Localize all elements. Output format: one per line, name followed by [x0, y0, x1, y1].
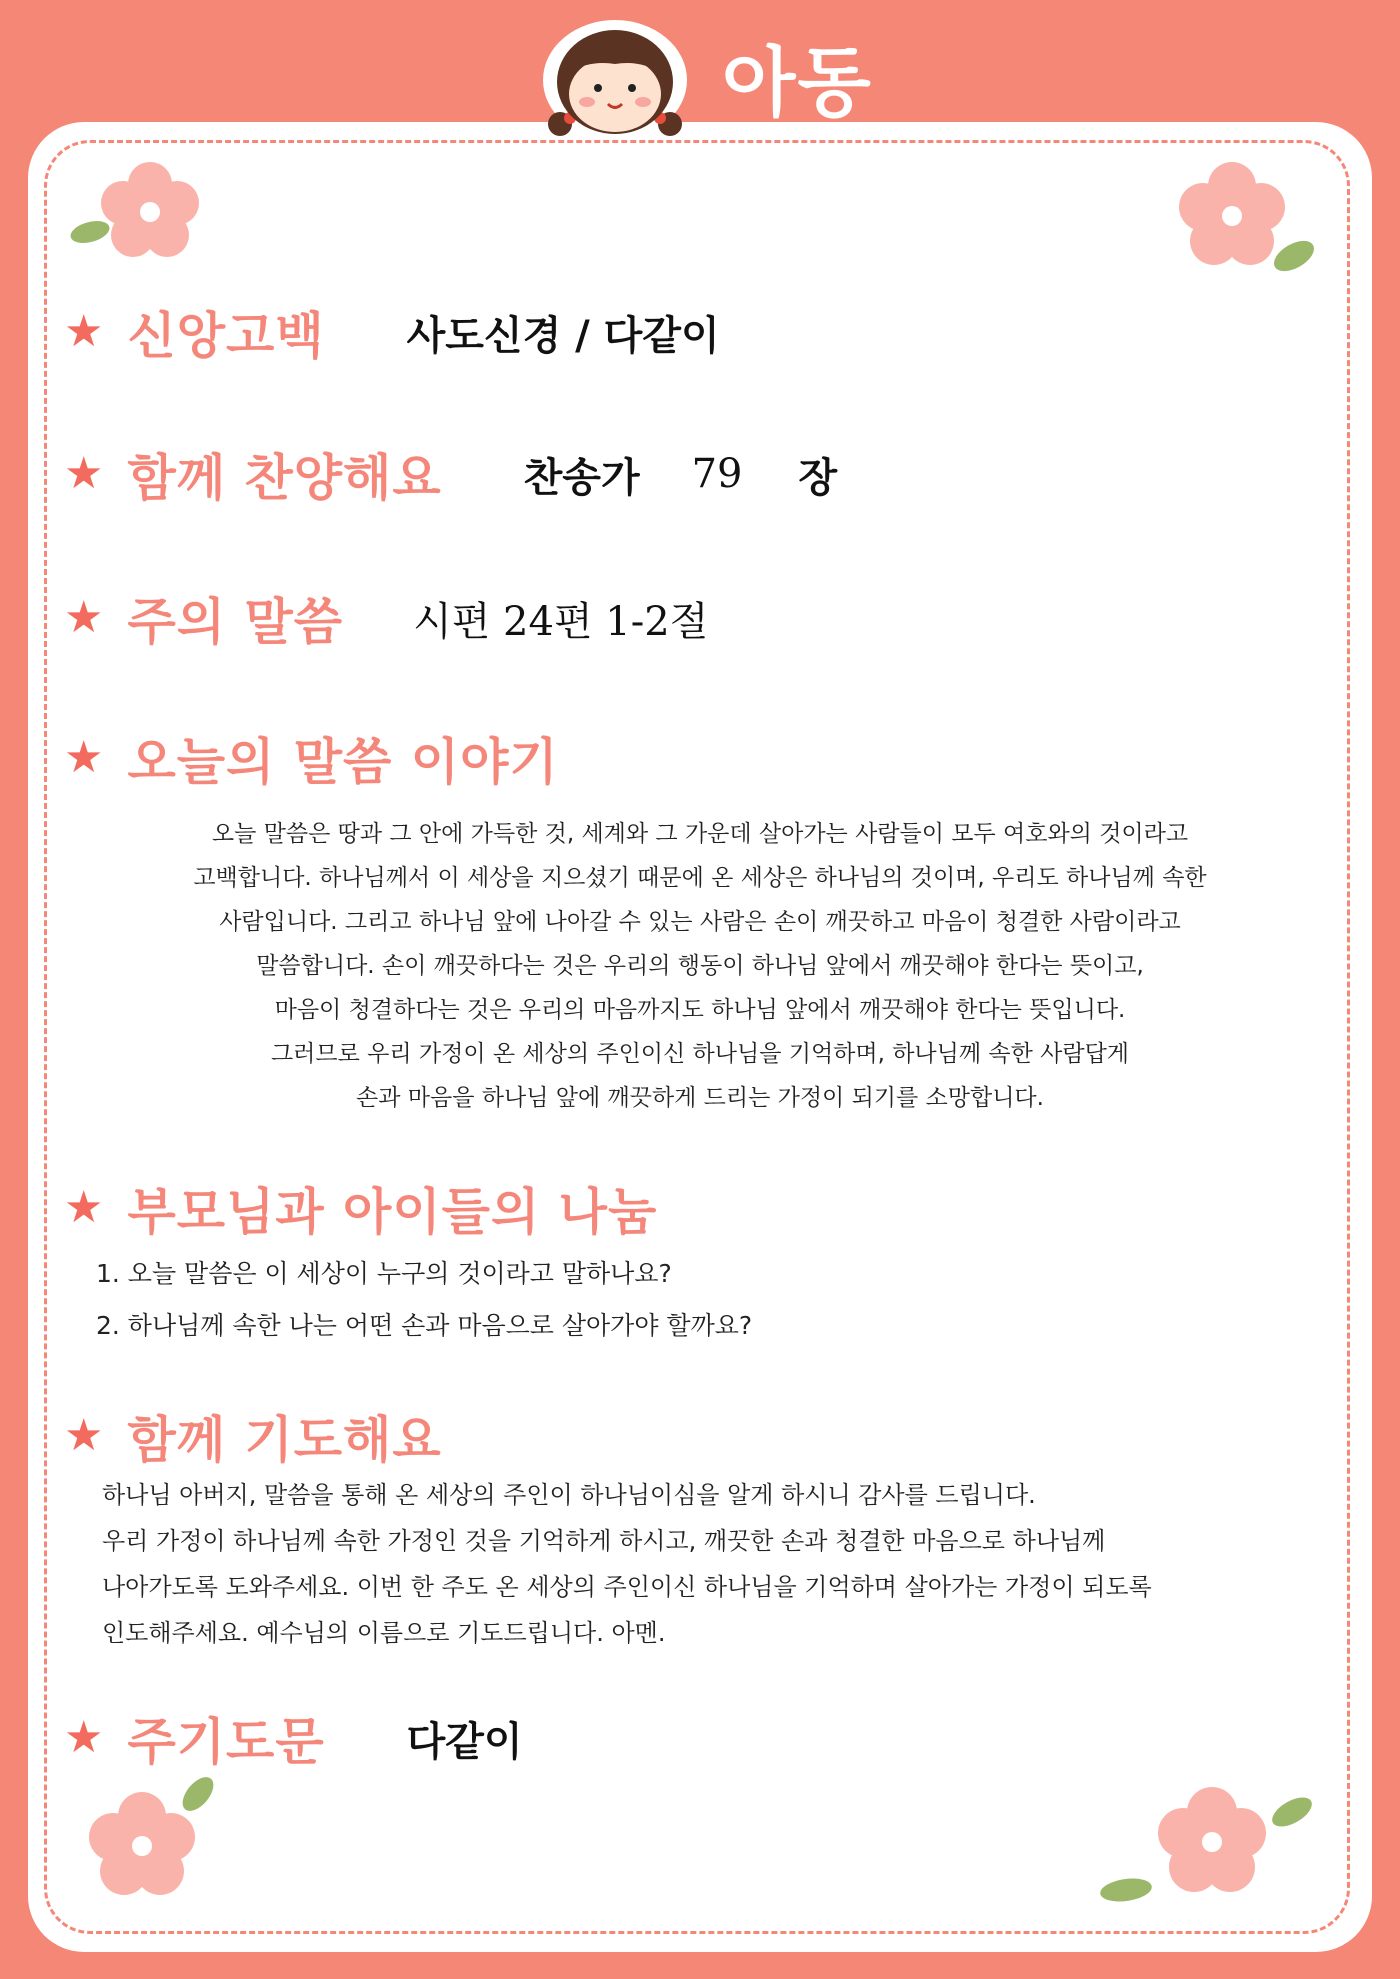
section-title: 함께 찬양해요: [127, 449, 442, 507]
story-line: 마음이 청결하다는 것은 우리의 마음까지도 하나님 앞에서 깨끗해야 한다는 뜻입니다.: [274, 997, 1126, 1023]
flower-icon: [1096, 1780, 1316, 1910]
story-line: 그러므로 우리 가정이 온 세상의 주인이신 하나님을 기억하며, 하나님께 속한 사람답게: [270, 1041, 1130, 1067]
section-value: 다같이: [406, 1718, 523, 1765]
story-line: 말씀합니다. 손이 깨끗하다는 것은 우리의 행동이 하나님 앞에서 깨끗해야 한다는 뜻이고,: [256, 953, 1144, 979]
flower-icon: [80, 1770, 230, 1900]
hymn-prefix: 찬송가: [523, 454, 640, 501]
header-title: 아동: [722, 38, 873, 127]
story-line: 손과 마음을 하나님 앞에 깨끗하게 드리는 가정이 되기를 소망합니다.: [356, 1085, 1044, 1111]
section-value: 사도신경 / 다같이: [406, 312, 720, 359]
flower-icon: [66, 160, 206, 270]
hymn-suffix: 장: [798, 454, 838, 501]
star-icon: ★: [64, 592, 104, 643]
prayer-line: 나아가도록 도와주세요. 이번 한 주도 온 세상의 주인이신 하나님을 기억하며 살아가는 가정이 되도록: [102, 1573, 1152, 1601]
question-item: 1. 오늘 말씀은 이 세상이 누구의 것이라고 말하나요?: [96, 1259, 672, 1288]
story-line: 사람입니다. 그리고 하나님 앞에 나아갈 수 있는 사람은 손이 깨끗하고 마음이 청결한 사람이라고: [219, 909, 1181, 935]
prayer-line: 우리 가정이 하나님께 속한 가정인 것을 기억하게 하시고, 깨끗한 손과 청결한 마음으로 하나님께: [102, 1527, 1106, 1555]
section-sharing: [64, 1172, 657, 1244]
prayer-text: [102, 1472, 1152, 1656]
section-story: [64, 722, 559, 794]
star-icon: ★: [64, 1712, 104, 1763]
section-hymn: [64, 438, 837, 510]
section-verse: [64, 582, 708, 654]
star-icon: ★: [64, 1182, 104, 1233]
question-item: 2. 하나님께 속한 나는 어떤 손과 마음으로 살아가야 할까요?: [96, 1311, 753, 1340]
section-title: 오늘의 말씀 이야기: [127, 733, 559, 791]
section-title: 함께 기도해요: [127, 1411, 442, 1469]
story-line: 오늘 말씀은 땅과 그 안에 가득한 것, 세계와 그 가운데 살아가는 사람들이 모두 여호와의 것이라고: [211, 821, 1189, 847]
star-icon: ★: [64, 306, 104, 357]
star-icon: ★: [64, 732, 104, 783]
story-line: 고백합니다. 하나님께서 이 세상을 지으셨기 때문에 온 세상은 하나님의 것이며, 우리도 하나님께 속한: [193, 865, 1207, 891]
section-prayer: [64, 1400, 442, 1472]
section-title: 신앙고백: [127, 307, 325, 365]
question-list: [96, 1248, 752, 1352]
flower-icon: [1168, 156, 1318, 276]
section-title: 주기도문: [127, 1713, 325, 1771]
prayer-line: 인도해주세요. 예수님의 이름으로 기도드립니다. 아멘.: [102, 1619, 666, 1647]
section-title: 부모님과 아이들의 나눔: [127, 1183, 658, 1241]
star-icon: ★: [64, 1410, 104, 1461]
prayer-line: 하나님 아버지, 말씀을 통해 온 세상의 주인이 하나님이심을 알게 하시니 감사를 드립니다.: [102, 1481, 1036, 1509]
section-closing: [64, 1702, 523, 1774]
story-text: [110, 812, 1290, 1120]
section-confession: [64, 296, 720, 368]
verse-reference: 시편 24편 1-2절: [413, 598, 709, 645]
section-title: 주의 말씀: [127, 593, 344, 651]
star-icon: ★: [64, 448, 104, 499]
girl-face-icon: [530, 14, 700, 140]
hymn-number: 79: [691, 451, 743, 497]
